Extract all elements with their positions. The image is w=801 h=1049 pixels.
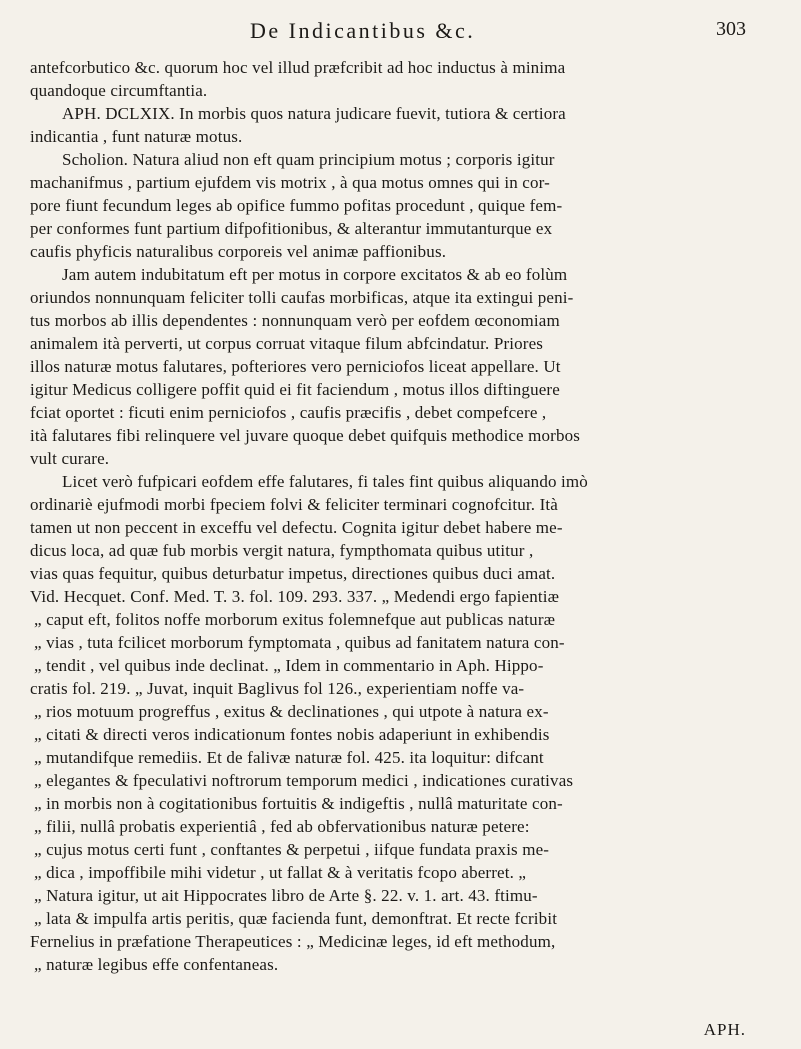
quote-line: „ vias , tuta fcilicet morborum fymptomata , quibus ad fanitatem natura con- [34, 633, 565, 652]
quote-line: „ lata & impulfa artis peritis, quæ facienda funt, demonftrat. Et recte fcribit [34, 909, 558, 928]
aphorism-heading-line: APH. DCLXIX. In morbis quos natura judicare fuevit, tutiora & certiora [62, 104, 566, 123]
text-line: per conformes funt partium difpofitionibus, & alterantur immutanturque ex [30, 219, 553, 238]
text-line: vias quas fequitur, quibus deturbatur impetus, directiones quibus duci amat. [30, 564, 556, 583]
running-head: De Indicantibus &c. [250, 18, 476, 43]
text-line: pore fiunt fecundum leges ab opifice fummo pofitas procedunt , quique fem- [30, 196, 563, 215]
page-number: 303 [716, 18, 746, 40]
quote-line: „ mutandifque remediis. Et de falivæ naturæ fol. 425. ita loquitur: difcant [34, 748, 544, 767]
text-line: ità falutares fibi relinquere vel juvare quoque debet quifquis methodice morbos [30, 426, 581, 445]
text-line: Fernelius in præfatione Therapeutices : „ Medicinæ leges, id eft methodum, [30, 932, 556, 951]
text-line: cratis fol. 219. „ Juvat, inquit Baglivus fol 126., experientiam noffe va- [30, 679, 525, 698]
text-line: animalem ità perverti, ut corpus corruat vitaque filum abfcindatur. Priores [30, 334, 544, 353]
text-line: ordinariè ejufmodi morbi fpeciem folvi & feliciter terminari cognofcitur. Ità [30, 495, 558, 514]
catchword: APH. [703, 1020, 746, 1039]
paragraph-start-line: Licet verò fufpicari eofdem effe falutares, fi tales fint quibus aliquando imò [62, 472, 588, 491]
text-line: fciat oportet : ficuti enim perniciofos , caufis præcifis , debet compefcere , [30, 403, 547, 422]
quote-line: „ in morbis non à cogitationibus fortuitis & indigeftis , nullâ maturitate con- [34, 794, 563, 813]
text-line: Vid. Hecquet. Conf. Med. T. 3. fol. 109. 293. 337. „ Medendi ergo fapientiæ [30, 587, 560, 606]
text-line: vult curare. [30, 449, 110, 468]
text-line: tamen ut non peccent in exceffu vel defectu. Cognita igitur debet habere me- [30, 518, 563, 537]
text-line: indicantia , funt naturæ motus. [30, 127, 243, 146]
quote-line: „ elegantes & fpeculativi noftrorum temporum medici , indicationes curativas [34, 771, 574, 790]
quote-line: „ filii, nullâ probatis experientiâ , fed ab obfervationibus naturæ petere: [34, 817, 530, 836]
quote-line: „ cujus motus certi funt , conftantes & perpetui , iifque fundata praxis me- [34, 840, 550, 859]
text-line: igitur Medicus colligere poffit quid ei fit faciendum , motus illos diftinguere [30, 380, 560, 399]
scholion-heading-line: Scholion. Natura aliud non eft quam principium motus ; corporis igitur [62, 150, 555, 169]
quote-line: „ naturæ legibus effe confentaneas. [34, 955, 279, 974]
quote-line: „ Natura igitur, ut ait Hippocrates libro de Arte §. 22. v. 1. art. 43. ftimu- [34, 886, 538, 905]
quote-line: „ tendit , vel quibus inde declinat. „ Idem in commentario in Aph. Hippo- [34, 656, 544, 675]
quote-line: „ dica , impoffibile mihi videtur , ut fallat & à veritatis fcopo aberret. „ [34, 863, 527, 882]
text-line: tus morbos ab illis dependentes : nonnunquam verò per eofdem œconomiam [30, 311, 560, 330]
text-line: antefcorbutico &c. quorum hoc vel illud præfcribit ad hoc inductus à minima [30, 58, 566, 77]
quote-line: „ rios motuum progreffus , exitus & declinationes , qui utpote à natura ex- [34, 702, 549, 721]
body-text [30, 56, 782, 976]
quote-line: „ caput eft, folitos noffe morborum exitus folemnefque aut publicas naturæ [34, 610, 556, 629]
text-line: oriundos nonnunquam feliciter tolli caufas morbificas, atque ita extingui peni- [30, 288, 574, 307]
text-line: dicus loca, ad quæ fub morbis vergit natura, fympthomata quibus utitur , [30, 541, 534, 560]
paragraph-start-line: Jam autem indubitatum eft per motus in corpore excitatos & ab eo folùm [62, 265, 568, 284]
text-line: machanifmus , partium ejufdem vis motrix , à qua motus omnes qui in cor- [30, 173, 550, 192]
text-line: caufis phyficis naturalibus corporeis vel animæ paffionibus. [30, 242, 447, 261]
text-line: illos naturæ motus falutares, pofteriores vero perniciofos liceat appellare. Ut [30, 357, 561, 376]
quote-line: „ citati & directi veros indicationum fontes nobis adaperiunt in exhibendis [34, 725, 550, 744]
text-line: quandoque circumftantia. [30, 81, 208, 100]
